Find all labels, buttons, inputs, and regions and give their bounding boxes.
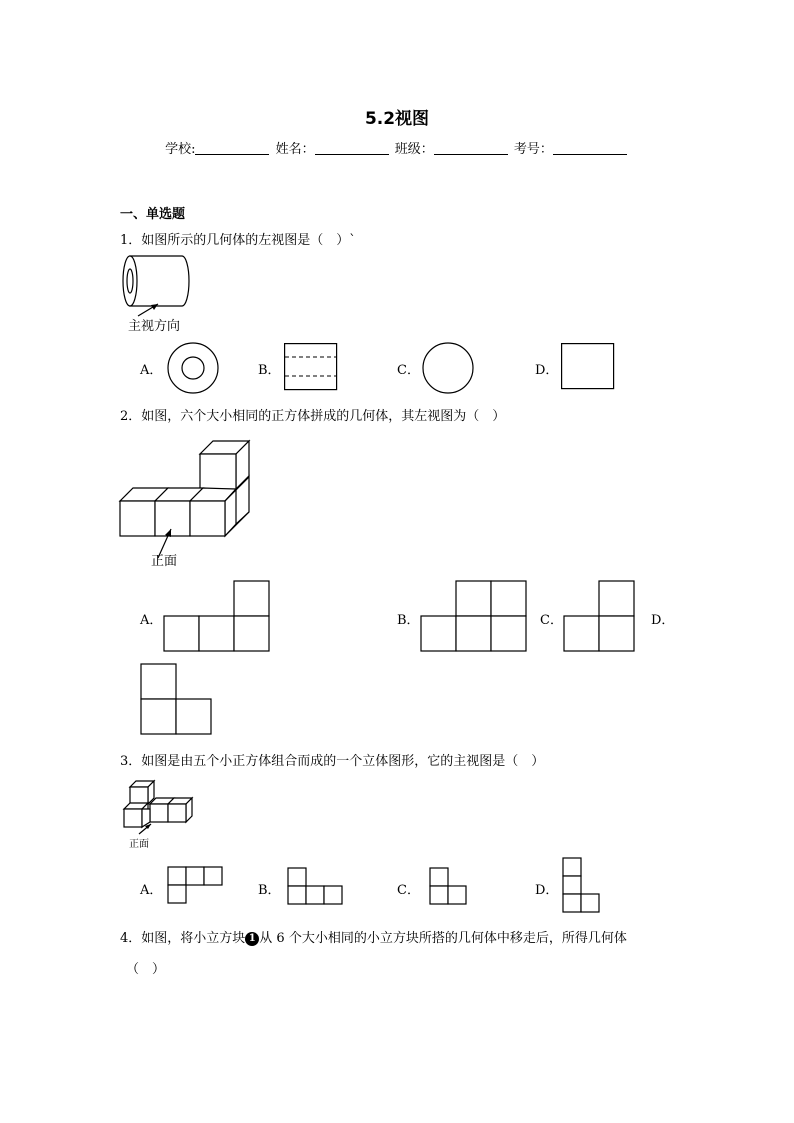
- question-2-figure-label: 正面: [151, 554, 178, 569]
- question-3-option-b-figure[interactable]: [287, 867, 345, 907]
- question-3-figure-label: 正面: [129, 839, 149, 850]
- circled-number-text: 1: [248, 933, 256, 944]
- question-2-option-c-figure[interactable]: [563, 580, 637, 652]
- question-1-option-b[interactable]: B．: [258, 363, 281, 378]
- name-blank[interactable]: [315, 141, 389, 155]
- question-3-option-a[interactable]: A．: [140, 883, 163, 898]
- question-4-stem-part1: 4．如图，将小立方块: [120, 931, 246, 946]
- question-1-figure: [118, 252, 198, 314]
- question-2-option-b[interactable]: B．: [397, 613, 420, 628]
- question-2-option-c[interactable]: C．: [540, 613, 563, 628]
- question-1-option-c-figure[interactable]: [421, 342, 475, 394]
- class-label: 班级：: [394, 142, 434, 157]
- question-3-option-d-figure[interactable]: [562, 857, 602, 915]
- circled-number-icon: [245, 932, 259, 946]
- question-2-option-a-figure[interactable]: [163, 580, 271, 652]
- question-3-option-c-figure[interactable]: [429, 867, 473, 907]
- page-title: 5.2视图: [364, 109, 430, 129]
- question-4-stem-line2: （ ）: [126, 962, 166, 977]
- question-2-figure: [118, 436, 258, 566]
- student-info-line: [0, 138, 794, 157]
- question-1-figure-label: 主视方向: [128, 319, 181, 334]
- id-blank[interactable]: [553, 141, 627, 155]
- class-blank[interactable]: [434, 141, 508, 155]
- question-4-stem: [120, 927, 627, 946]
- question-4-stem-part2: 从 6 个大小相同的小立方块所搭的几何体中移走后，所得几何体: [259, 931, 627, 946]
- question-3-option-c[interactable]: C．: [397, 883, 420, 898]
- question-1-option-c[interactable]: C．: [397, 363, 420, 378]
- question-2-option-a[interactable]: A．: [140, 613, 163, 628]
- question-3-stem: 3．如图是由五个小正方体组合而成的一个立体图形，它的主视图是（ ）: [120, 754, 545, 769]
- school-label: 学校:: [165, 142, 196, 157]
- question-3-option-a-figure[interactable]: [167, 866, 225, 906]
- question-2-stem: 2．如图，六个大小相同的正方体拼成的几何体，其左视图为（ ）: [120, 409, 506, 424]
- question-1-stem: 1．如图所示的几何体的左视图是（ ）`: [120, 233, 356, 248]
- question-3-option-d[interactable]: D．: [535, 883, 559, 898]
- id-label: 考号：: [513, 142, 553, 157]
- school-blank[interactable]: [195, 141, 269, 155]
- question-2-option-d-figure[interactable]: [140, 663, 214, 735]
- question-1-option-a[interactable]: A．: [140, 363, 163, 378]
- cylinder-body: [130, 256, 189, 306]
- question-1-option-d-figure[interactable]: [561, 343, 615, 391]
- section-title: 一、单选题: [120, 207, 186, 222]
- name-label: 姓名：: [275, 142, 315, 157]
- question-2-option-b-figure[interactable]: [420, 580, 528, 652]
- question-1-option-d[interactable]: D．: [535, 363, 559, 378]
- question-2-option-d[interactable]: D．: [651, 613, 675, 628]
- question-1-option-a-figure[interactable]: [166, 342, 220, 394]
- question-3-option-b[interactable]: B．: [258, 883, 281, 898]
- question-1-option-b-figure[interactable]: [284, 343, 338, 391]
- cylinder-hole: [127, 269, 133, 293]
